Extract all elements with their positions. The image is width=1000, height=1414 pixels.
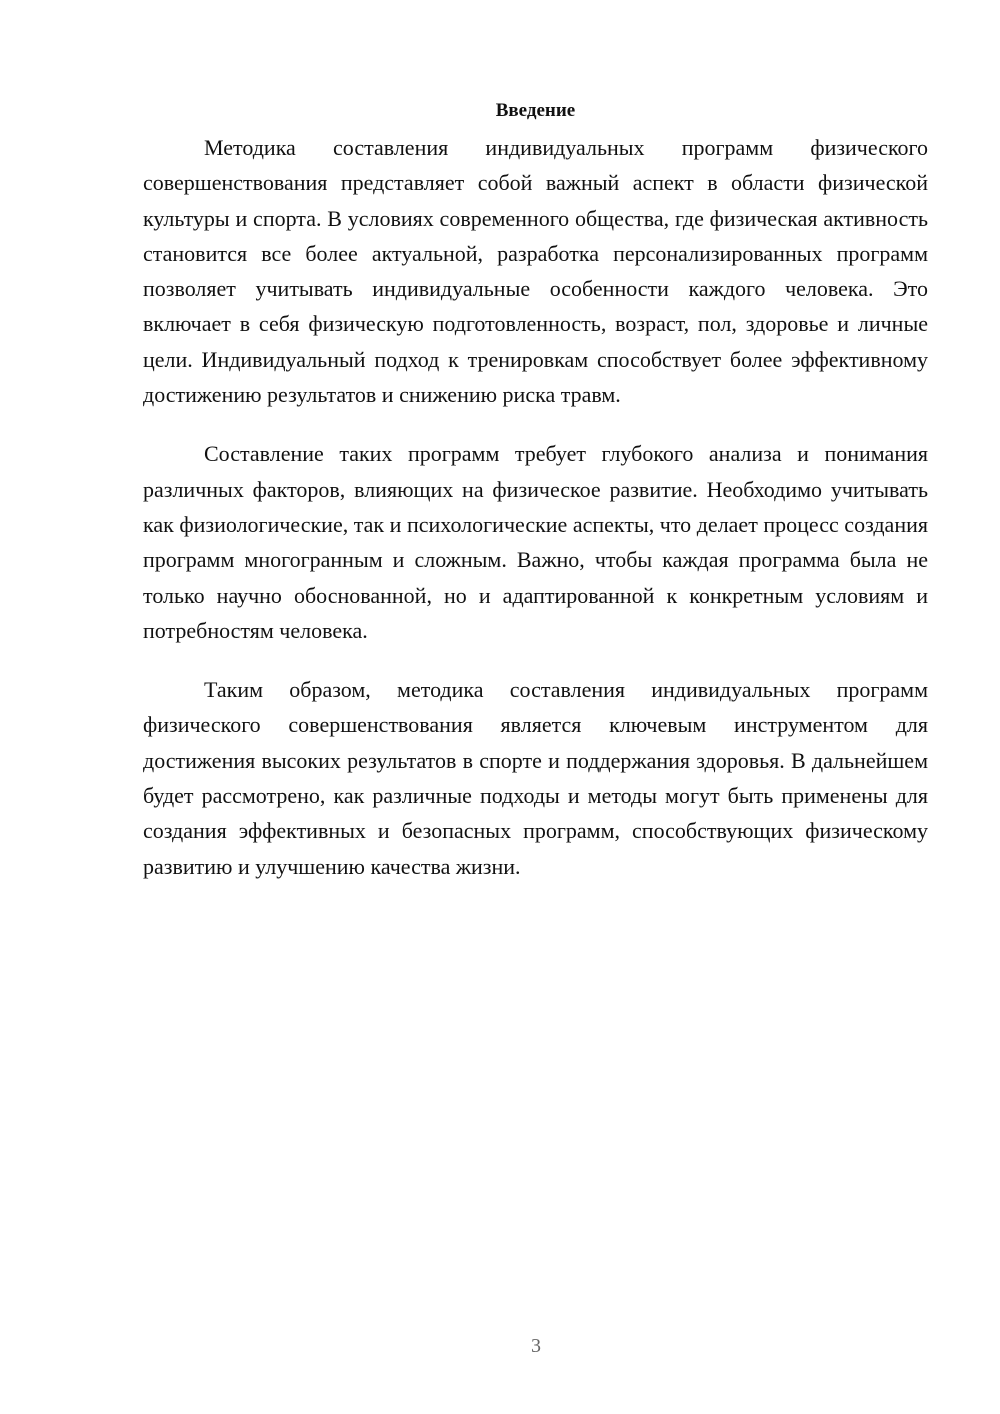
paragraph-1: Методика составления индивидуальных программ физического совершенствования представляет собой важный аспект в области физической культуры и спорта. В условиях современного общества, где физическая активность становится все более актуальной, разработка персонализированных программ позволяет учитывать индивидуальные особенности каждого человека. Это включает в себя физическую подготовленность, возраст, пол, здоровье и личные цели. Индивидуальный подход к тренировкам способствует более эффективному достижению результатов и снижению риска травм. <box>143 135 928 408</box>
page-number: 3 <box>531 1335 541 1357</box>
section-heading: Введение <box>495 100 576 121</box>
page-content <box>143 96 928 908</box>
paragraph-3: Таким образом, методика составления индивидуальных программ физического совершенствования является ключевым инструментом для достижения высоких результатов в спорте и поддержания здоровья. В дальнейшем будет рассмотрено, как различные подходы и методы могут быть применены для создания эффективных и безопасных программ, способствующих физическому развитию и улучшению качества жизни. <box>143 677 928 879</box>
paragraph-2: Составление таких программ требует глубокого анализа и понимания различных факторов, влияющих на физическое развитие. Необходимо учитывать как физиологические, так и психологические аспекты, что делает процесс создания программ многогранным и сложным. Важно, чтобы каждая программа была не только научно обоснованной, но и адаптированной к конкретным условиям и потребностям человека. <box>143 441 928 643</box>
